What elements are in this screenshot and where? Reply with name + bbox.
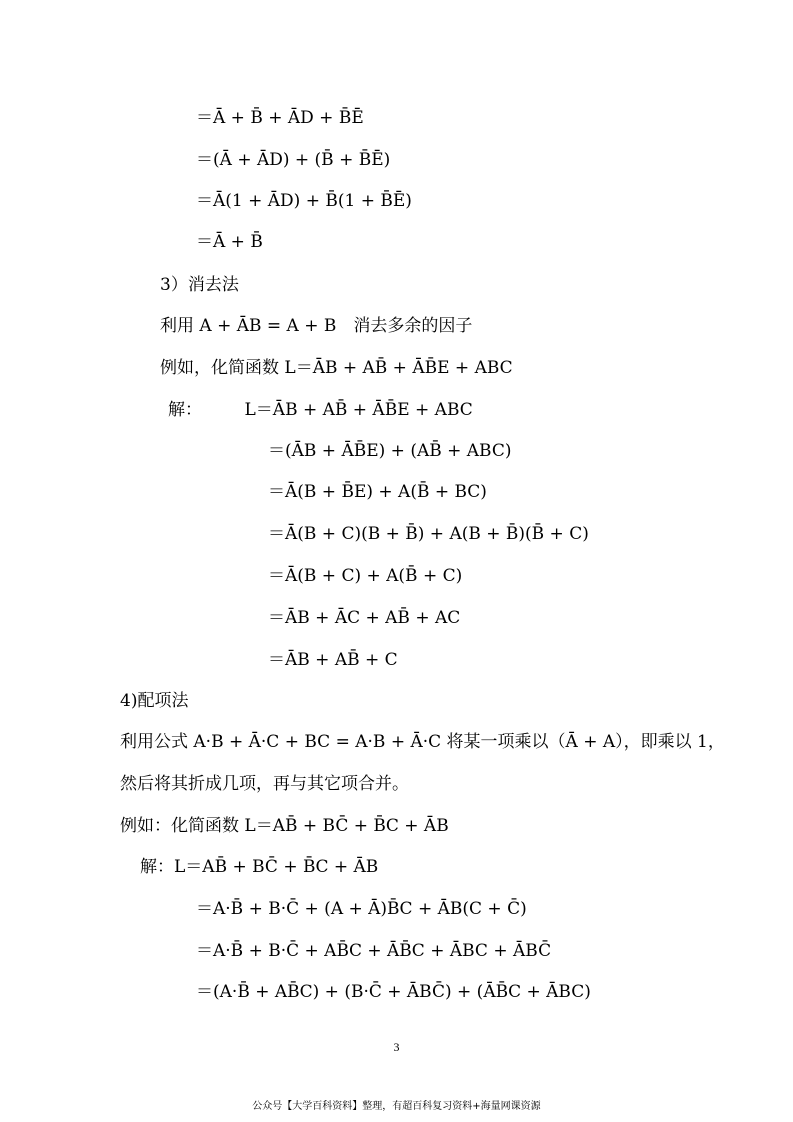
text-line-rule3: 利用 A + ĀB = A + B 消去多余的因子 <box>160 316 473 336</box>
text-line-eq1: ＝Ā + B̄ + ĀD + B̄Ē <box>196 108 364 128</box>
page-number: 3 <box>393 1040 400 1054</box>
text-line-s3d: ＝Ā(B + C) + A(B̄ + C) <box>268 566 463 586</box>
text-line-s3c: ＝Ā(B + C)(B + B̄) + A(B + B̄)(B̄ + C) <box>268 524 589 544</box>
text-line-s3f: ＝ĀB + AB̄ + C <box>268 650 398 670</box>
text-line-s3e: ＝ĀB + ĀC + AB̄ + AC <box>268 608 461 628</box>
text-line-ex3: 例如，化简函数 L＝ĀB + AB̄ + ĀB̄E + ABC <box>160 358 513 378</box>
text-line-sol4: 解：L＝AB̄ + BC̄ + B̄C + ĀB <box>140 857 379 877</box>
text-line-sol3: 解： L＝ĀB + AB̄ + ĀB̄E + ABC <box>168 400 473 420</box>
text-line-h3: 3）消去法 <box>160 275 239 295</box>
text-line-s4b: ＝A·B̄ + B·C̄ + AB̄C + ĀB̄C + ĀBC + ĀBC̄ <box>196 941 552 961</box>
text-line-s3a: ＝(ĀB + ĀB̄E) + (AB̄ + ABC) <box>268 441 512 461</box>
footer-note: 公众号【大学百科资料】整理，有超百科复习资料+海量网课资源 <box>252 1101 541 1112</box>
text-line-ex4: 例如：化简函数 L＝AB̄ + BC̄ + B̄C + ĀB <box>120 816 449 836</box>
text-line-eq3: ＝Ā(1 + ĀD) + B̄(1 + B̄Ē) <box>196 191 412 211</box>
text-line-rule4a: 利用公式 A·B + Ā·C + BC = A·B + Ā·C 将某一项乘以（Ā + A），即乘以 1， <box>120 732 725 752</box>
text-line-s4a: ＝A·B̄ + B·C̄ + (A + Ā)B̄C + ĀB(C + C̄) <box>196 899 527 919</box>
text-line-eq4: ＝Ā + B̄ <box>196 232 263 252</box>
text-line-h4: 4)配项法 <box>120 691 189 711</box>
text-line-s4c: ＝(A·B̄ + AB̄C) + (B·C̄ + ĀBC̄) + (ĀB̄C + ĀBC) <box>196 982 591 1002</box>
text-line-rule4b: 然后将其折成几项，再与其它项合并。 <box>120 774 409 794</box>
text-line-s3b: ＝Ā(B + B̄E) + A(B̄ + BC) <box>268 482 487 502</box>
text-line-eq2: ＝(Ā + ĀD) + (B̄ + B̄Ē) <box>196 150 391 170</box>
